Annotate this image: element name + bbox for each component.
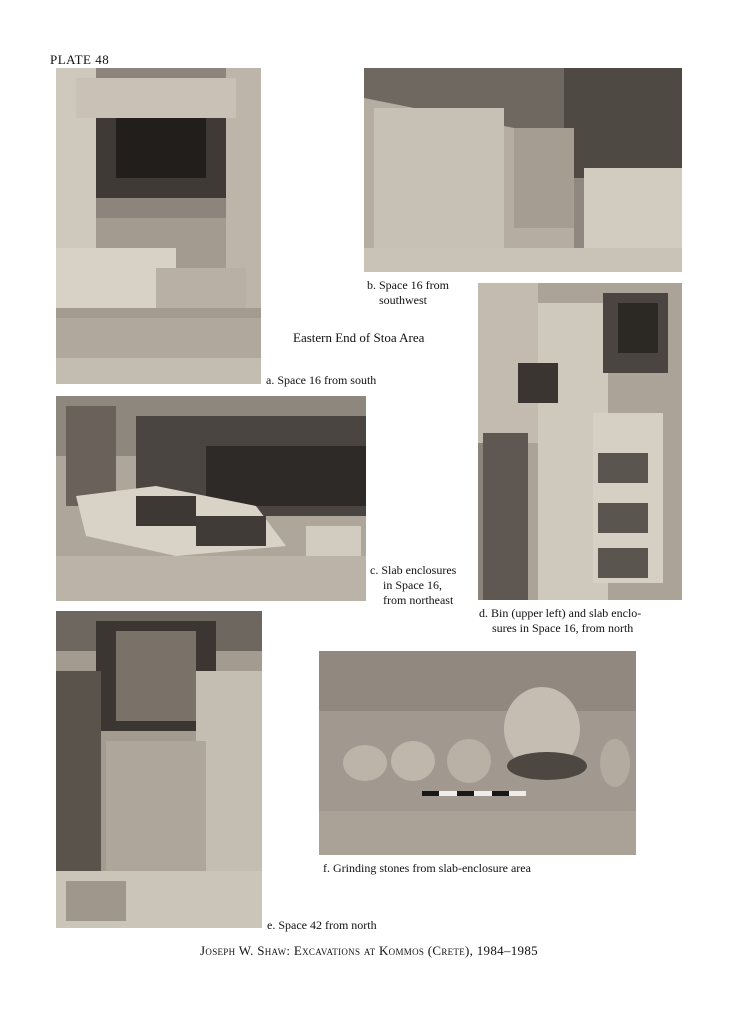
caption-d-line1: d. Bin (upper left) and slab enclo- [479, 606, 642, 620]
photo-a-space16-south [56, 68, 261, 384]
caption-b-line2: southwest [379, 293, 427, 307]
caption-b-line1: b. Space 16 from [367, 278, 449, 292]
caption-b [367, 278, 449, 308]
caption-c-line2: in Space 16, [383, 578, 442, 592]
caption-d [479, 606, 641, 636]
caption-f: f. Grinding stones from slab-enclosure area [323, 861, 531, 875]
photo-b-space16-southwest [364, 68, 682, 272]
caption-d-line2: sures in Space 16, from north [492, 621, 634, 635]
photo-d-bin-slab-enclosures [478, 283, 682, 600]
section-title: Eastern End of Stoa Area [293, 330, 425, 345]
photo-c-slab-enclosures [56, 396, 366, 601]
photo-e-space42-north [56, 611, 262, 928]
caption-c [370, 563, 456, 608]
photo-f-grinding-stones [319, 651, 636, 855]
caption-c-line3: from northeast [383, 593, 454, 607]
caption-c-line1: c. Slab enclosures [370, 563, 457, 577]
page-footer: Joseph W. Shaw: Excavations at Kommos (Crete), 1984–1985 [200, 943, 538, 958]
caption-e: e. Space 42 from north [267, 918, 377, 932]
plate-label: PLATE 48 [50, 52, 110, 67]
caption-a: a. Space 16 from south [266, 373, 377, 387]
